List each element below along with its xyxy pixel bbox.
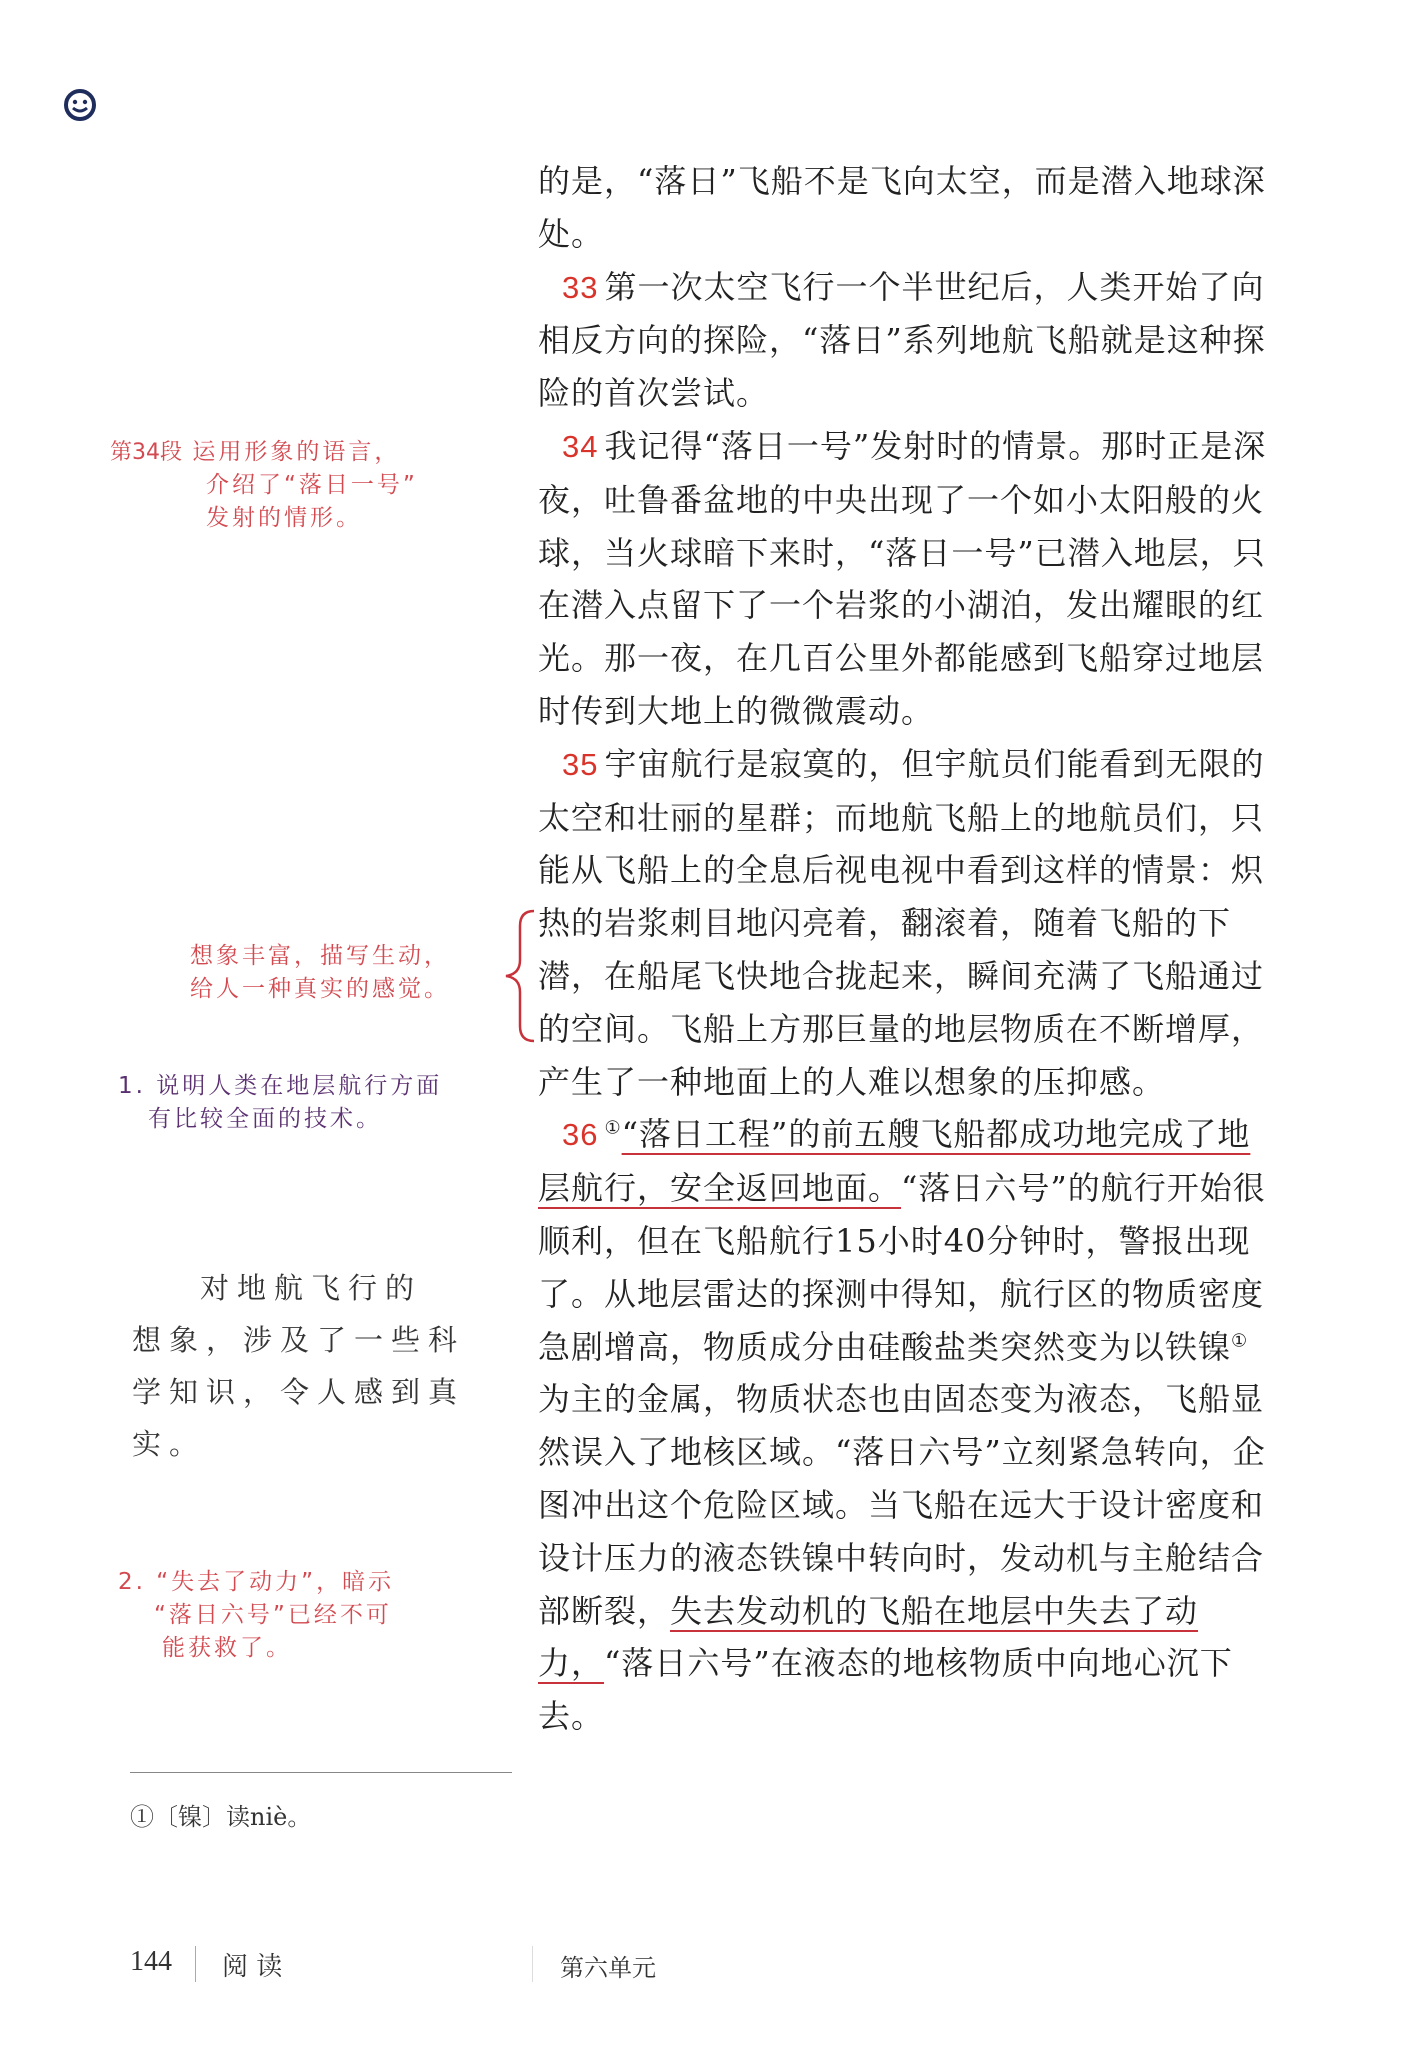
footnote: ①〔镍〕读niè。 xyxy=(130,1803,312,1831)
note-line: 给人一种真实的感觉。 xyxy=(190,976,450,1002)
paragraph-text: 为主的金属，物质状态也由固态变为液态，飞船显然误入了地核区域。“落日六号”立刻紧急转向，企图冲出这个危险区域。当飞船在远大于设计密度和设计压力的液态铁镍中转向时，发动机与主舱结合部断裂， xyxy=(538,1380,1266,1630)
note-brace xyxy=(190,940,490,1006)
footer-unit: 第六单元 xyxy=(560,1954,656,1982)
paragraph-34 xyxy=(538,420,1280,738)
paragraph-text: 第一次太空飞行一个半世纪后，人类开始了向相反方向的探险，“落日”系列地航飞船就是这种探险的首次尝试。 xyxy=(538,267,1266,413)
paragraph-text-bracketed: 炽热的岩浆刺目地闪亮着，翻滚着，随着飞船的下潜，在船尾飞快地合拢起来，瞬间充满了飞船通过的空间。 xyxy=(538,851,1265,1048)
note-line: 有比较全面的技术。 xyxy=(148,1106,382,1132)
paragraph-intro: 的是，“落日”飞船不是飞向太空，而是潜入地球深处。 xyxy=(538,162,1266,253)
note-line xyxy=(110,436,470,469)
note-line: 想象丰富，描写生动， xyxy=(190,943,450,969)
paragraph-number: 35 xyxy=(562,746,599,782)
note-line: 发射的情形。 xyxy=(206,505,362,531)
note-text: 运用形象的语言， xyxy=(192,439,401,465)
note-line: 能获救了。 xyxy=(162,1635,292,1661)
note-paragraph-34 xyxy=(110,436,470,535)
footnote-divider xyxy=(130,1772,512,1773)
paragraph-text: “落日六号”在液态的地核物质中向地心沉下去。 xyxy=(538,1644,1233,1736)
note-line: 2. “失去了动力”，暗示 xyxy=(118,1569,395,1595)
paragraph-number: 36 xyxy=(562,1117,599,1153)
paragraph-35 xyxy=(538,738,1280,1109)
paragraph-text: “落日六号”的航行开始很顺利，但在飞船航行15小时40分钟时，警报出现了。从地层雷达的探测中得知，航行区的物质密度急剧增高，物质成分由硅酸盐类突然变为以铁镍 xyxy=(538,1169,1266,1366)
paragraph-text: 宇宙航行是寂寞的，但宇航员们能看到无限的太空和壮丽的星群；而地航飞船上的地航员们，只能从飞船上的全息后视电视中看到这样的情景： xyxy=(538,744,1265,890)
note-line: 介绍了“落日一号” xyxy=(206,472,418,498)
smiley-icon xyxy=(63,88,97,122)
commentary-line: 对地航飞行的 xyxy=(200,1271,423,1305)
note-line: 1. 说明人类在地层航行方面 xyxy=(118,1073,443,1099)
paragraph-33 xyxy=(538,261,1280,420)
note-1 xyxy=(118,1070,478,1136)
footnote-marker: ① xyxy=(1231,1329,1249,1351)
paragraph-number: 34 xyxy=(562,428,599,464)
page-number: 144 xyxy=(130,1946,172,1977)
underlined-text: “落日工程”的前五艘飞船都成功地完成了地层航行，安全返回地面。 xyxy=(538,1115,1251,1208)
side-commentary xyxy=(132,1262,472,1470)
commentary-line: 学知识，令人感到真 xyxy=(132,1375,466,1409)
paragraph-number: 33 xyxy=(562,269,599,305)
paragraph-text: 飞船上方那巨量的地层物质在不断增厚，产生了一种地面上的人难以想象的压抑感。 xyxy=(538,1009,1265,1101)
commentary-line: 实。 xyxy=(132,1427,207,1461)
commentary-line: 想象，涉及了一些科 xyxy=(132,1323,466,1357)
footer-divider xyxy=(195,1946,196,1982)
note-2 xyxy=(118,1566,478,1665)
footer-section: 阅 读 xyxy=(222,1952,283,1982)
note-label: 第34段 xyxy=(110,440,182,465)
main-text xyxy=(538,155,1280,1743)
underlined-text: 失去发动机的飞船在地层中失去了动力， xyxy=(538,1591,1199,1683)
footer-divider xyxy=(532,1946,533,1982)
paragraph-text: 我记得“落日一号”发射时的情景。那时正是深夜，吐鲁番盆地的中央出现了一个如小太阳般的火球，当火球暗下来时，“落日一号”已潜入地层，只在潜入点留下了一个岩浆的小湖泊，发出耀眼的红光。那一夜，在几百公里外都能感到飞船穿过地层时传到大地上的微微震动。 xyxy=(538,426,1267,730)
paragraph-36 xyxy=(538,1108,1280,1743)
curly-brace xyxy=(498,908,538,1044)
note-line: “落日六号”已经不可 xyxy=(154,1602,392,1628)
annotation-marker: ① xyxy=(604,1117,622,1139)
